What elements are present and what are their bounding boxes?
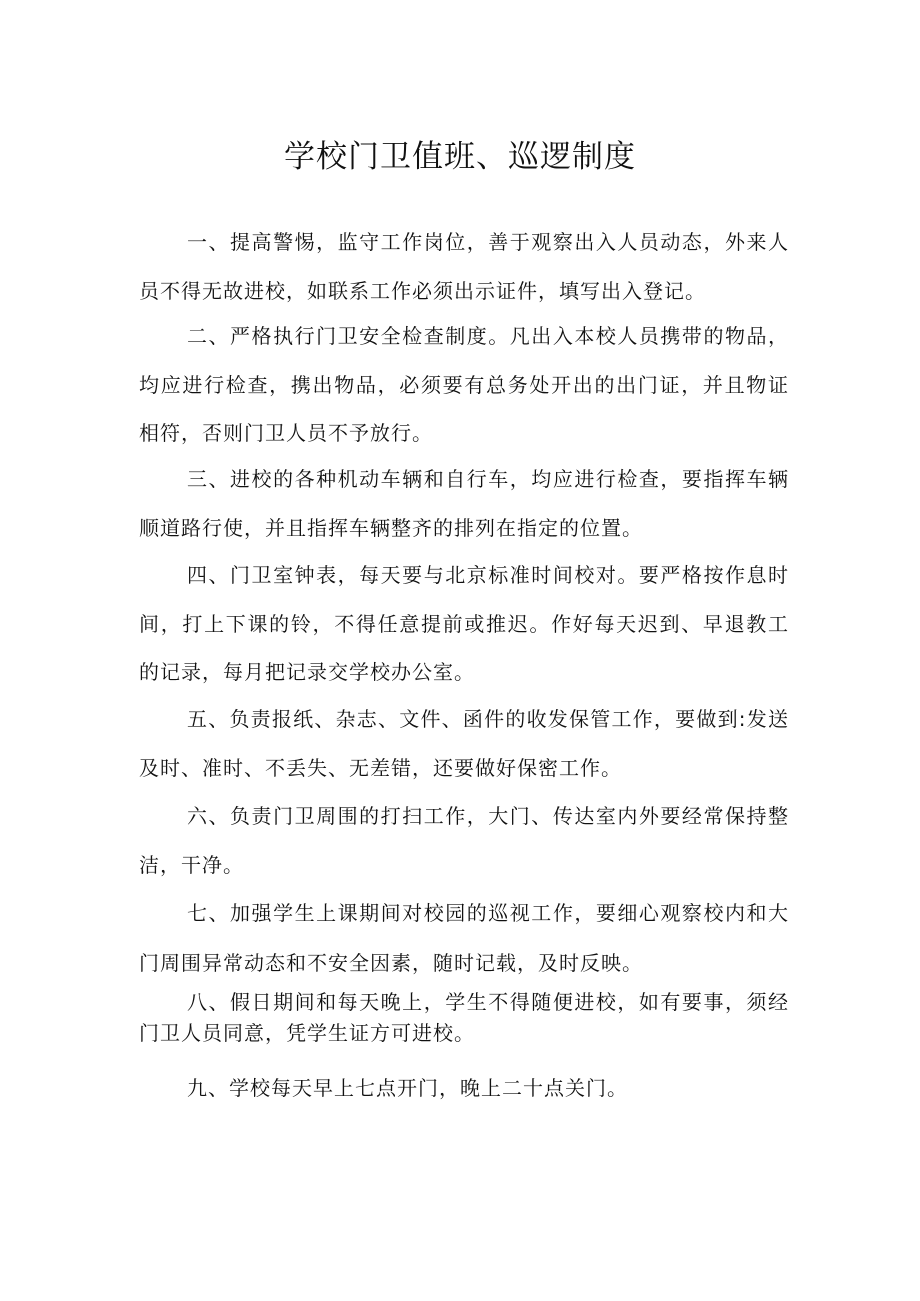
rule-paragraph-8: 八、假日期间和每天晚上，学生不得随便进校，如有要事，须经门卫人员同意，凭学生证方可进校。 [139, 990, 789, 1045]
rule-paragraph-1: 一、提高警惕，监守工作岗位，善于观察出入人员动态，外来人员不得无故进校，如联系工作必须出示证件，填写出入登记。 [139, 230, 789, 303]
rule-paragraph-7: 七、加强学生上课期间对校园的巡视工作，要细心观察校内和大门周围异常动态和不安全因素，随时记载，及时反映。 [139, 901, 789, 975]
rule-paragraph-6: 六、负责门卫周围的打扫工作，大门、传达室内外要经常保持整洁，干净。 [139, 804, 789, 877]
rule-paragraph-2: 二、严格执行门卫安全检查制度。凡出入本校人员携带的物品，均应进行检查，携出物品，必须要有总务处开出的出门证，并且物证相符，否则门卫人员不予放行。 [139, 324, 789, 445]
rule-paragraph-3: 三、进校的各种机动车辆和自行车，均应进行检查，要指挥车辆顺道路行使，并且指挥车辆整齐的排列在指定的位置。 [139, 467, 789, 540]
rule-paragraph-9: 九、学校每天早上七点开门，晚上二十点关门。 [187, 1076, 628, 1100]
rule-paragraph-4: 四、门卫室钟表，每天要与北京标准时间校对。要严格按作息时间，打上下课的铃，不得任意提前或推迟。作好每天迟到、早退教工的记录，每月把记录交学校办公室。 [139, 563, 789, 684]
document-title: 学校门卫值班、巡逻制度 [284, 139, 636, 175]
rule-paragraph-5: 五、负责报纸、杂志、文件、函件的收发保管工作，要做到:发送及时、准时、不丢失、无差错，还要做好保密工作。 [139, 707, 789, 780]
